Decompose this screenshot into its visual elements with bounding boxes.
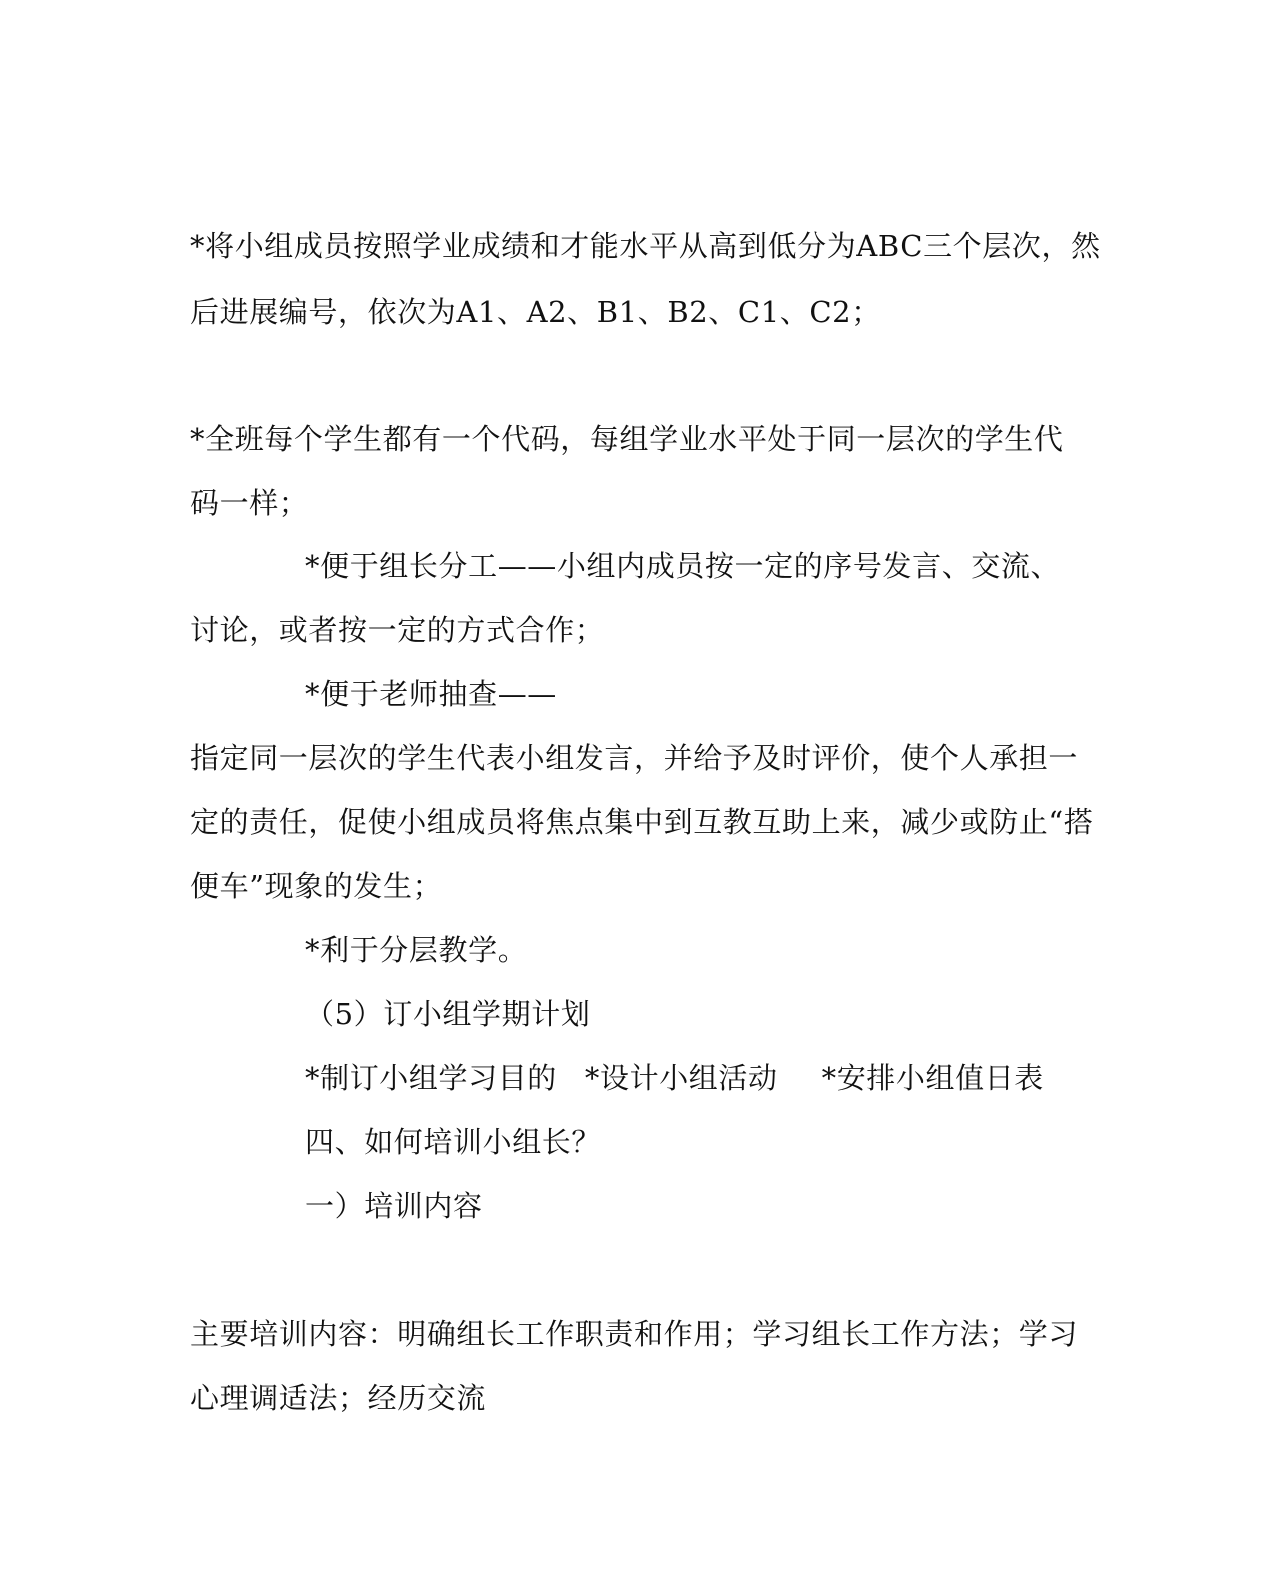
section-heading: 四、如何培训小组长？ — [305, 1125, 602, 1159]
paragraph-line: *利于分层教学。 — [305, 933, 528, 967]
plan-items-line — [305, 1060, 1044, 1096]
plan-item: *设计小组活动 — [584, 1061, 778, 1095]
paragraph-line: *全班每个学生都有一个代码，每组学业水平处于同一层次的学生代 — [190, 422, 1064, 456]
paragraph-line: 指定同一层次的学生代表小组发言，并给予及时评价，使个人承担一 — [190, 741, 1079, 775]
paragraph-line: *便于组长分工——小组内成员按一定的序号发言、交流、 — [305, 549, 1061, 583]
plan-item: *制订小组学习目的 — [305, 1061, 557, 1095]
paragraph-line: *便于老师抽查—— — [305, 677, 557, 711]
paragraph-line: 主要培训内容：明确组长工作职责和作用；学习组长工作方法；学习 — [190, 1317, 1079, 1351]
section-heading: （5）订小组学期计划 — [305, 997, 591, 1031]
paragraph-line: 讨论，或者按一定的方式合作； — [190, 613, 605, 647]
paragraph-line: *将小组成员按照学业成绩和才能水平从高到低分为ABC三个层次，然 — [190, 229, 1101, 263]
paragraph-line: 定的责任，促使小组成员将焦点集中到互教互助上来，减少或防止“搭 — [190, 805, 1094, 839]
plan-item: *安排小组值日表 — [821, 1061, 1044, 1095]
paragraph-line: 便车”现象的发生； — [190, 869, 443, 903]
paragraph-line: 后进展编号，依次为A1、A2、B1、B2、C1、C2； — [190, 295, 881, 329]
paragraph-line: 码一样； — [190, 486, 309, 520]
subsection-heading: 一）培训内容 — [305, 1189, 483, 1223]
paragraph-line: 心理调适法；经历交流 — [190, 1381, 487, 1415]
